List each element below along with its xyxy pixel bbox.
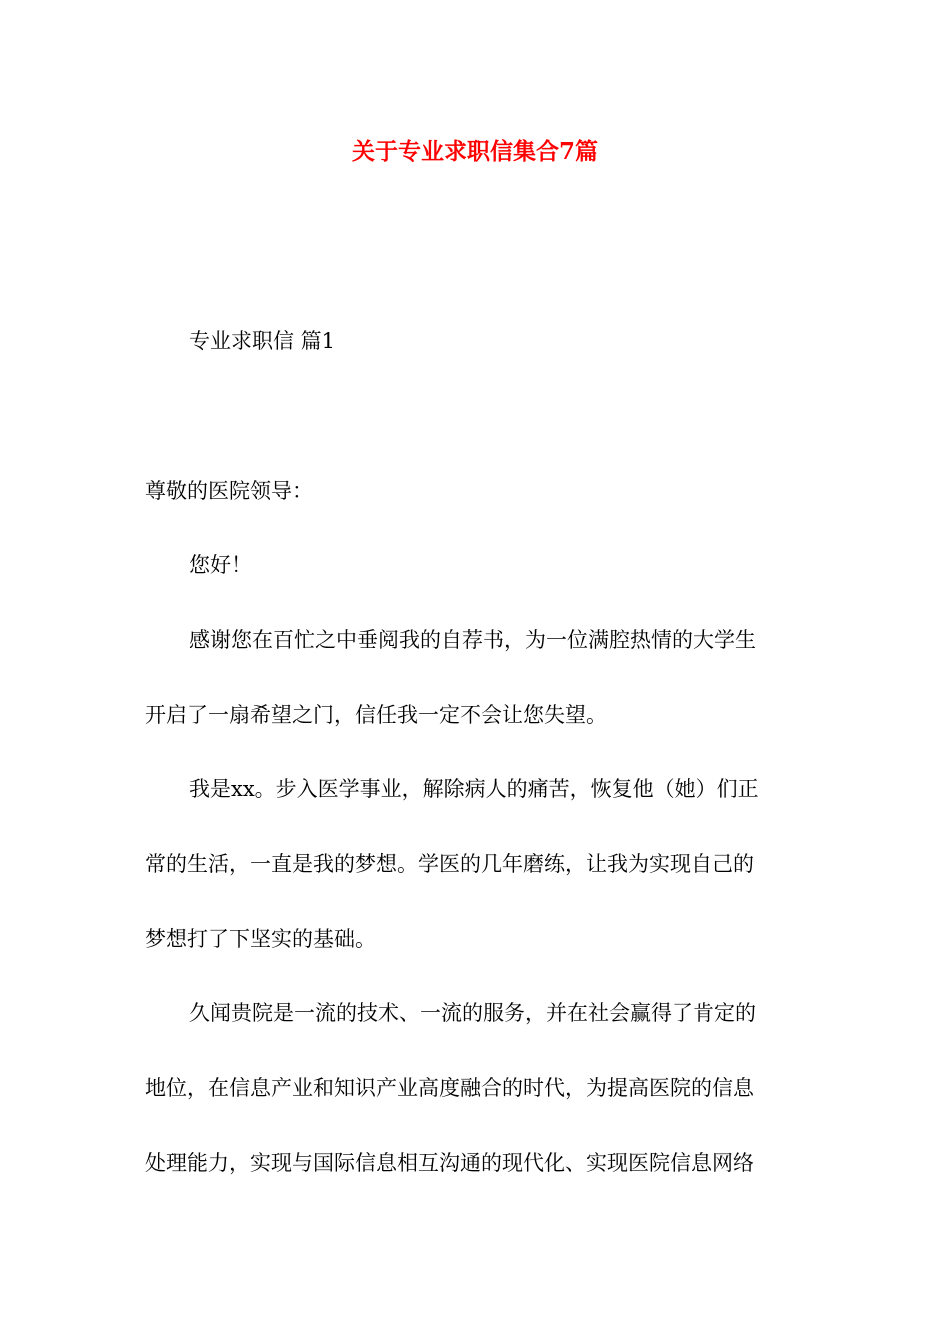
paragraph-line: 处理能力，实现与国际信息相互沟通的现代化、实现医院信息网络 <box>145 1151 754 1175</box>
paragraph-line: 久闻贵院是一流的技术、一流的服务，并在社会赢得了肯定的 <box>189 1001 756 1025</box>
paragraph-line: 我是xx。步入医学事业，解除病人的痛苦，恢复他（她）们正 <box>189 777 759 801</box>
salutation: 尊敬的医院领导： <box>145 479 313 503</box>
paragraph-line: 地位，在信息产业和知识产业高度融合的时代，为提高医院的信息 <box>145 1076 754 1100</box>
section-heading: 专业求职信 篇1 <box>189 329 336 353</box>
document-title: 关于专业求职信集合7篇 <box>351 138 598 165</box>
paragraph-line: 开启了一扇希望之门，信任我一定不会让您失望。 <box>145 703 607 727</box>
paragraph-line: 常的生活，一直是我的梦想。学医的几年磨练，让我为实现自己的 <box>145 852 754 876</box>
greeting: 您好！ <box>189 553 252 577</box>
paragraph-line: 感谢您在百忙之中垂阅我的自荐书，为一位满腔热情的大学生 <box>189 628 756 652</box>
paragraph-line: 梦想打了下坚实的基础。 <box>145 927 376 951</box>
